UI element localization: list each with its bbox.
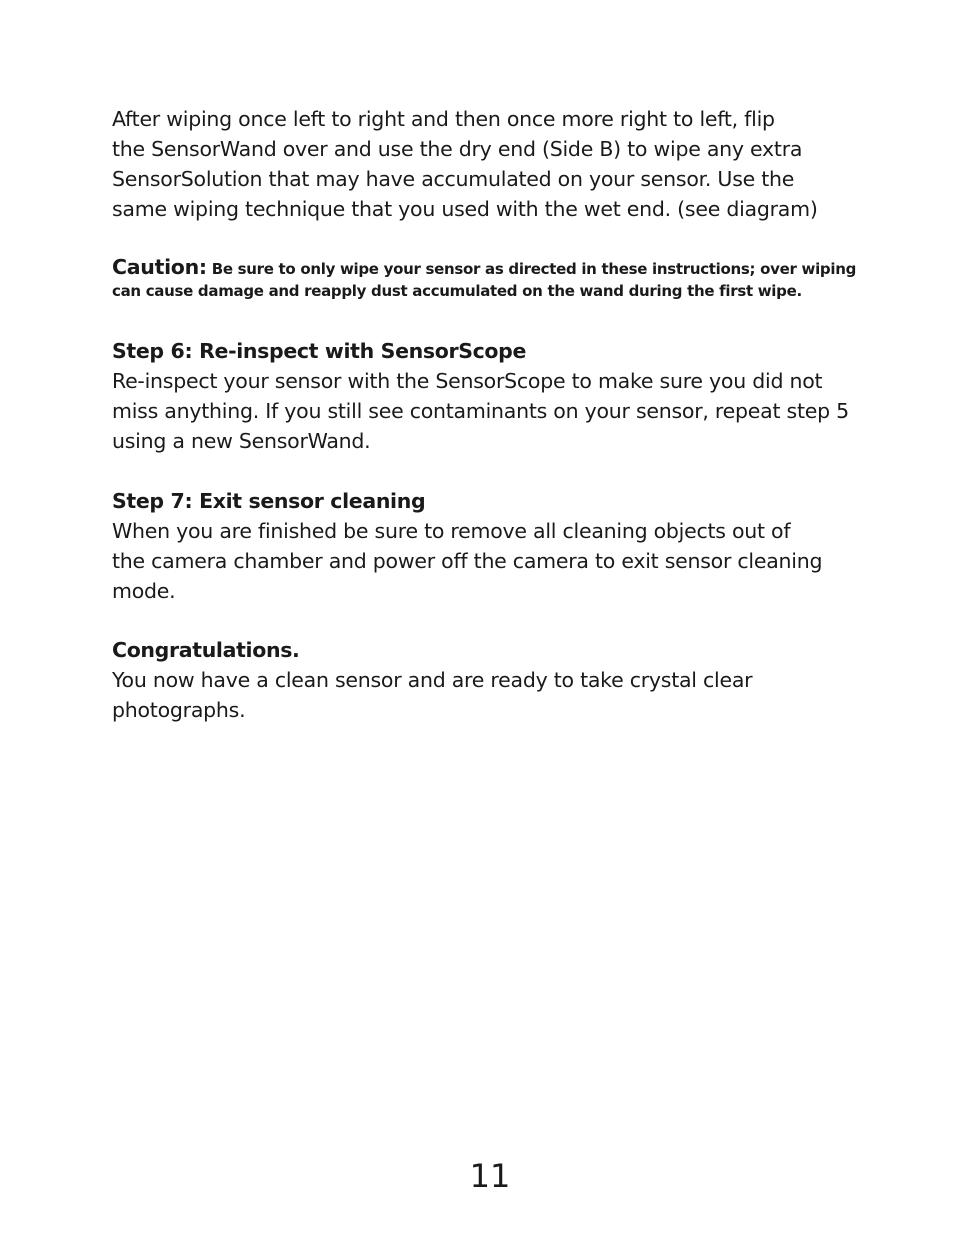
step-6-body (112, 366, 872, 456)
caution-label: Caution: (112, 255, 207, 279)
step-6-line: Re-inspect your sensor with the SensorScope to make sure you did not (112, 369, 823, 393)
intro-line: SensorSolution that may have accumulated on your sensor. Use the (112, 167, 795, 191)
step-6-line: miss anything. If you still see contaminants on your sensor, repeat step 5 (112, 399, 849, 423)
caution-text-1: Be sure to only wipe your sensor as directed in these instructions; over wiping (211, 260, 857, 278)
intro-paragraph (112, 104, 872, 224)
congratulations-line: photographs. (112, 698, 246, 722)
page-content (112, 104, 872, 725)
page-number: 11 (469, 1157, 511, 1195)
caution-note (112, 256, 872, 302)
intro-line: After wiping once left to right and then once more right to left, flip (112, 107, 775, 131)
step-6-line: using a new SensorWand. (112, 429, 371, 453)
step-7-title: Step 7: Exit sensor cleaning (112, 489, 426, 513)
intro-line: same wiping technique that you used with the wet end. (see diagram) (112, 197, 818, 221)
step-7-line: When you are finished be sure to remove all cleaning objects out of (112, 519, 791, 543)
step-7-section (112, 486, 872, 606)
step-7-line: mode. (112, 579, 176, 603)
intro-line: the SensorWand over and use the dry end (Side B) to wipe any extra (112, 137, 803, 161)
congratulations-body (112, 665, 872, 725)
caution-text-2: can cause damage and reapply dust accumulated on the wand during the first wipe. (112, 282, 802, 300)
step-7-line: the camera chamber and power off the camera to exit sensor cleaning (112, 549, 823, 573)
congratulations-line: You now have a clean sensor and are ready to take crystal clear (112, 668, 753, 692)
congratulations-section (112, 635, 872, 725)
step-7-body (112, 516, 872, 606)
congratulations-title: Congratulations. (112, 638, 300, 662)
caution-line-1 (112, 256, 872, 280)
step-6-title: Step 6: Re-inspect with SensorScope (112, 339, 527, 363)
step-6-section (112, 336, 872, 456)
